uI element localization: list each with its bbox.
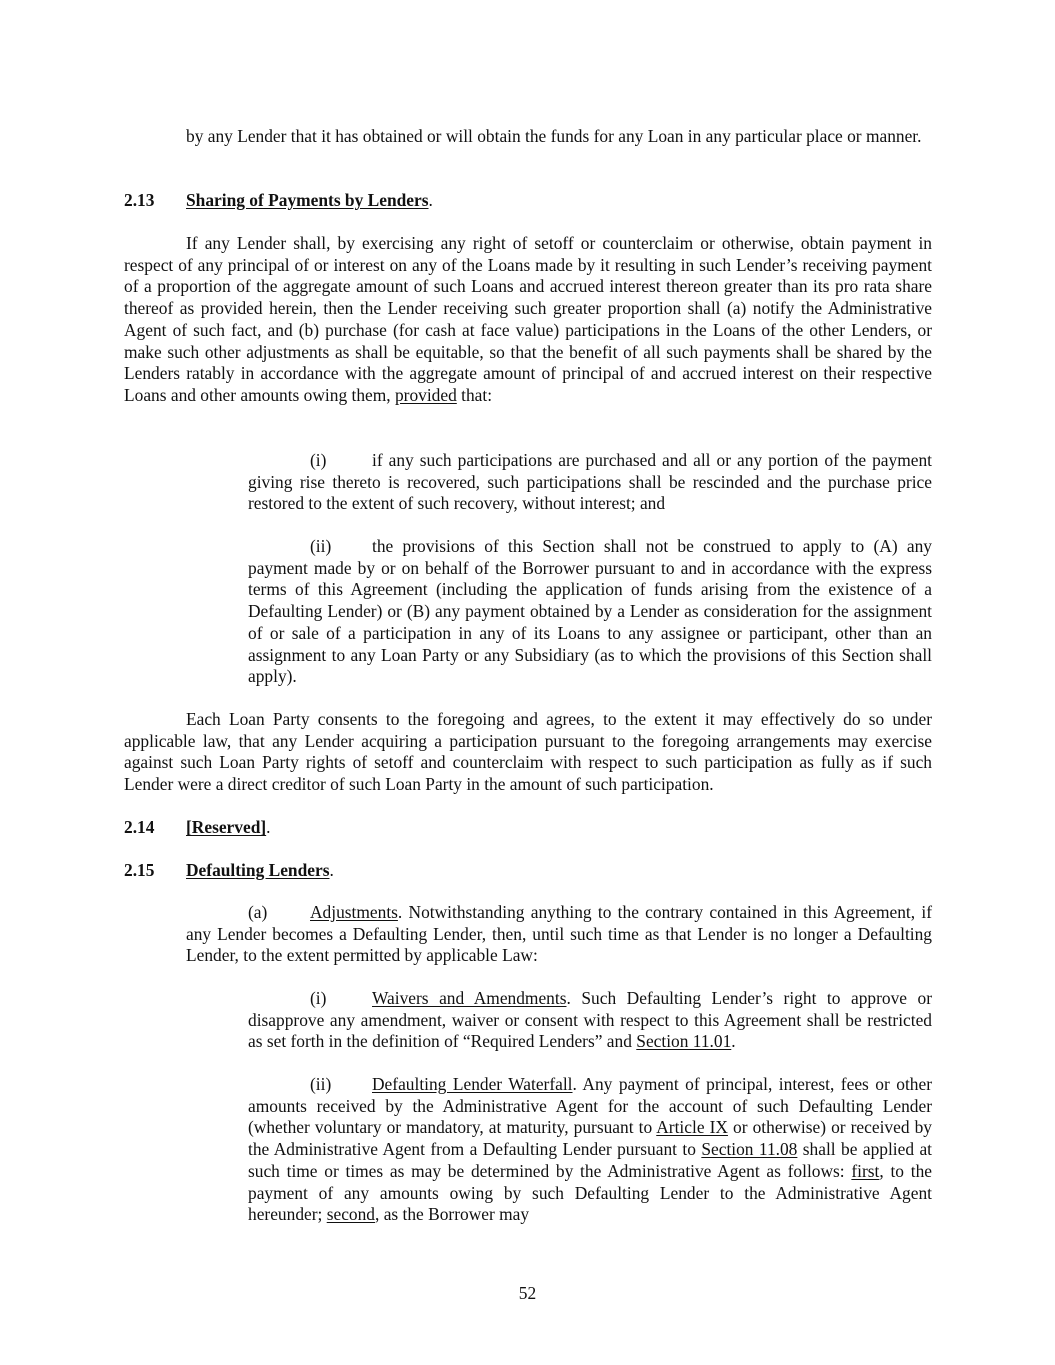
- section-heading-2-14: [124, 817, 932, 839]
- section-title-period: .: [329, 860, 334, 880]
- clause-a-adjustments: [186, 902, 932, 967]
- clause-text: if any such participations are purchased and all or any portion of the payment giving rise thereto is recovered, such participations shall be rescinded and the purchase price restored to the extent of such recovery, without interest; and: [248, 450, 932, 514]
- clause-text: or otherwise) or received by the Administrative Agent from a Defaulting Lender pursuant to: [248, 1117, 932, 1160]
- sharing-text: If any Lender shall, by exercising any right of setoff or counterclaim or otherwise, obtain payment in respect of any principal of or interest on any of the Loans made by it resulting in such Lender’s receiving payment of a proportion of the aggregate amount of such Loans and accrued interest thereon greater than its pro rata share thereof as provided herein, then the Lender receiving such greater proportion shall (a) notify the Administrative Agent of such fact, and (b) purchase (for cash at face value) participations in the Loans of the other Lenders, or make such other adjustments as shall be equitable, so that the benefit of all such payments shall be shared by the Lenders ratably in accordance with the aggregate amount of principal of and accrued interest on their respective Loans and other amounts owing them,: [124, 233, 932, 405]
- clause-ii-sharing: [248, 536, 932, 688]
- page-number: 52: [518, 1283, 537, 1303]
- provided-term: provided: [394, 384, 457, 405]
- clause-ii-waterfall: [248, 1074, 932, 1226]
- clause-i-waivers: [248, 988, 932, 1053]
- section-number: 2.13: [124, 190, 155, 210]
- clause-text: . Notwithstanding anything to the contrary contained in this Agreement, if any Lender becomes a Defaulting Lender, then, until such time as that Lender is no longer a Defaulting Lender, to the extent permitted by applicable Law:: [186, 902, 932, 966]
- cross-reference: Section 11.01: [636, 1031, 732, 1052]
- clause-text: , as the Borrower may: [375, 1204, 530, 1225]
- clause-label: (a): [248, 902, 268, 922]
- section-title: Defaulting Lenders: [186, 860, 330, 880]
- clause-text-tail: .: [731, 1031, 736, 1052]
- clause-label: (i): [310, 450, 327, 470]
- cross-reference: Section 11.08: [701, 1139, 798, 1160]
- clause-heading: Adjustments: [310, 902, 398, 922]
- clause-i-sharing: [248, 450, 932, 515]
- clause-text: . Any payment of principal, interest, fees or other amounts received by the Administrative Agent for the account of such Defaulting Lender (whether voluntary or mandatory, at maturity, pursuant to: [248, 1074, 932, 1138]
- clause-heading: Defaulting Lender Waterfall: [372, 1074, 573, 1094]
- section-heading-2-15: [124, 860, 932, 882]
- section-title: [Reserved]: [186, 817, 267, 837]
- section-title: Sharing of Payments by Lenders: [186, 190, 429, 210]
- section-heading-2-13: [124, 190, 932, 212]
- clause-text: , to the payment of any amounts owing by such Defaulting Lender to the Administrative Agent hereunder;: [248, 1160, 932, 1225]
- sharing-text-tail: that:: [456, 384, 493, 405]
- clause-text: shall be applied at such time or times as may be determined by the Administrative Agent as follows:: [248, 1139, 932, 1181]
- clause-heading: Waivers and Amendments: [372, 988, 567, 1008]
- clause-text: . Such Defaulting Lender’s right to approve or disapprove any amendment, waiver or consent with respect to this Agreement shall be restricted as set forth in the definition of “Required Lenders” and: [248, 988, 932, 1052]
- ordinal-term: first: [851, 1160, 880, 1181]
- cross-reference: Article IX: [656, 1117, 728, 1138]
- clause-text: the provisions of this Section shall not be construed to apply to (A) any payment made by or on behalf of the Borrower pursuant to and in accordance with the express terms of this Agreement (including the application of funds arising from the existence of a Defaulting Lender) or (B) any payment obtained by a Lender as consideration for the assignment of or sale of a participation in any of its Loans to any assignee or participant, other than an assignment to any Loan Party or any Subsidiary (as to which the provisions of this Section shall apply).: [248, 536, 932, 687]
- clause-label: (ii): [310, 536, 332, 556]
- clause-label: (i): [310, 988, 327, 1008]
- sharing-paragraph: [124, 233, 932, 407]
- clause-label: (ii): [310, 1074, 332, 1094]
- section-title-period: .: [266, 817, 271, 837]
- section-title-period: .: [428, 190, 433, 210]
- ordinal-term: second: [326, 1204, 375, 1225]
- section-number: 2.14: [124, 817, 155, 837]
- continuation-paragraph: by any Lender that it has obtained or will obtain the funds for any Loan in any particular place or manner.: [186, 126, 922, 146]
- consent-paragraph: Each Loan Party consents to the foregoing and agrees, to the extent it may effectively do so under applicable law, that any Lender acquiring a participation pursuant to the foregoing arrangements may exercise against such Loan Party rights of setoff and counterclaim with respect to such participation as fully as if such Lender were a direct creditor of such Loan Party in the amount of such participation.: [124, 709, 932, 795]
- section-number: 2.15: [124, 860, 155, 880]
